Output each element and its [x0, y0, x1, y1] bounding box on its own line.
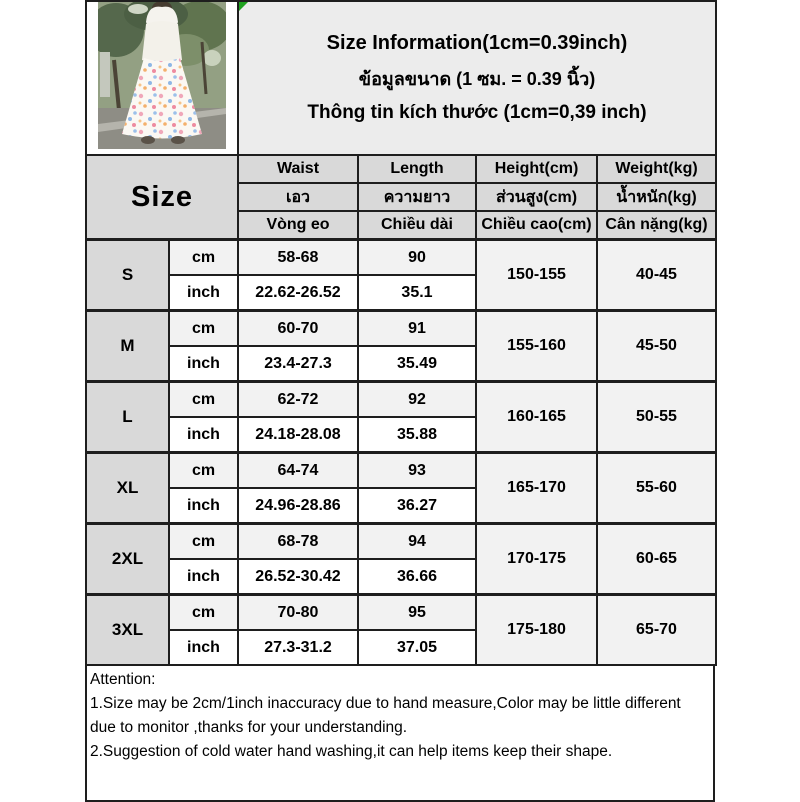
length-inch-value: 36.66 — [358, 559, 476, 595]
size-label-2XL: 2XL — [86, 524, 169, 595]
length-inch-value: 35.88 — [358, 417, 476, 453]
waist-inch-value: 24.18-28.08 — [238, 417, 358, 453]
row-L-cm — [86, 382, 716, 418]
unit-inch-label: inch — [169, 275, 238, 311]
unit-inch-label: inch — [169, 346, 238, 382]
size-label-L: L — [86, 382, 169, 453]
attention-line-2: due to monitor ,thanks for your understanding. — [90, 719, 408, 736]
waist-inch-value: 23.4-27.3 — [238, 346, 358, 382]
length-cm-value: 90 — [358, 240, 476, 276]
header-height-th: ส่วนสูง(cm) — [476, 183, 597, 211]
length-inch-value: 36.27 — [358, 488, 476, 524]
length-cm-value: 93 — [358, 453, 476, 489]
waist-inch-value: 22.62-26.52 — [238, 275, 358, 311]
unit-cm-label: cm — [169, 240, 238, 276]
length-cm-value: 95 — [358, 595, 476, 631]
row-M-cm — [86, 311, 716, 347]
header-length-en: Length — [358, 155, 476, 183]
header-weight-vi: Cân nặng(kg) — [597, 211, 716, 240]
unit-cm-label: cm — [169, 524, 238, 560]
header-height-vi: Chiều cao(cm) — [476, 211, 597, 240]
unit-inch-label: inch — [169, 488, 238, 524]
height-value: 160-165 — [476, 382, 597, 453]
length-inch-value: 35.49 — [358, 346, 476, 382]
header-height-en: Height(cm) — [476, 155, 597, 183]
waist-cm-value: 68-78 — [238, 524, 358, 560]
row-S-cm — [86, 240, 716, 276]
row-3XL-cm — [86, 595, 716, 631]
unit-inch-label: inch — [169, 417, 238, 453]
unit-cm-label: cm — [169, 595, 238, 631]
waist-cm-value: 58-68 — [238, 240, 358, 276]
height-value: 155-160 — [476, 311, 597, 382]
header-weight-th: น้ำหนัก(kg) — [597, 183, 716, 211]
title-english: Size Information(1cm=0.39inch) — [326, 32, 628, 54]
size-corner-header: Size — [86, 155, 238, 240]
size-table — [85, 0, 717, 666]
header-waist-th: เอว — [238, 183, 358, 211]
unit-cm-label: cm — [169, 382, 238, 418]
waist-cm-value: 70-80 — [238, 595, 358, 631]
header-waist-vi: Vòng eo — [238, 211, 358, 240]
length-inch-value: 37.05 — [358, 630, 476, 665]
header-weight-en: Weight(kg) — [597, 155, 716, 183]
waist-cm-value: 64-74 — [238, 453, 358, 489]
title-vietnamese: Thông tin kích thước (1cm=0,39 inch) — [307, 102, 647, 123]
attention-note — [85, 664, 715, 802]
size-label-XL: XL — [86, 453, 169, 524]
top-row — [86, 1, 716, 155]
waist-inch-value: 24.96-28.86 — [238, 488, 358, 524]
attention-line-3: 2.Suggestion of cold water hand washing,it can help items keep their shape. — [90, 743, 613, 760]
waist-cm-value: 62-72 — [238, 382, 358, 418]
row-XL-cm — [86, 453, 716, 489]
length-cm-value: 94 — [358, 524, 476, 560]
row-2XL-cm — [86, 524, 716, 560]
header-length-vi: Chiều dài — [358, 211, 476, 240]
product-photo-cell — [86, 1, 238, 155]
weight-value: 45-50 — [597, 311, 716, 382]
title-cell — [238, 1, 716, 155]
height-value: 165-170 — [476, 453, 597, 524]
header-row-english — [86, 155, 716, 183]
title-thai: ข้อมูลขนาด (1 ซม. = 0.39 นิ้ว) — [358, 69, 596, 89]
length-cm-value: 91 — [358, 311, 476, 347]
height-value: 150-155 — [476, 240, 597, 311]
weight-value: 55-60 — [597, 453, 716, 524]
unit-cm-label: cm — [169, 453, 238, 489]
unit-cm-label: cm — [169, 311, 238, 347]
height-value: 170-175 — [476, 524, 597, 595]
size-label-3XL: 3XL — [86, 595, 169, 666]
weight-value: 60-65 — [597, 524, 716, 595]
length-cm-value: 92 — [358, 382, 476, 418]
product-photo — [98, 2, 226, 149]
unit-inch-label: inch — [169, 559, 238, 595]
height-value: 175-180 — [476, 595, 597, 666]
header-waist-en: Waist — [238, 155, 358, 183]
size-label-M: M — [86, 311, 169, 382]
attention-heading: Attention: — [90, 671, 156, 688]
waist-inch-value: 26.52-30.42 — [238, 559, 358, 595]
size-chart-sheet — [85, 0, 715, 802]
weight-value: 50-55 — [597, 382, 716, 453]
weight-value: 40-45 — [597, 240, 716, 311]
size-label-S: S — [86, 240, 169, 311]
waist-inch-value: 27.3-31.2 — [238, 630, 358, 665]
unit-inch-label: inch — [169, 630, 238, 665]
waist-cm-value: 60-70 — [238, 311, 358, 347]
weight-value: 65-70 — [597, 595, 716, 666]
length-inch-value: 35.1 — [358, 275, 476, 311]
attention-line-1: 1.Size may be 2cm/1inch inaccuracy due to hand measure,Color may be little different — [90, 695, 681, 712]
header-length-th: ความยาว — [358, 183, 476, 211]
